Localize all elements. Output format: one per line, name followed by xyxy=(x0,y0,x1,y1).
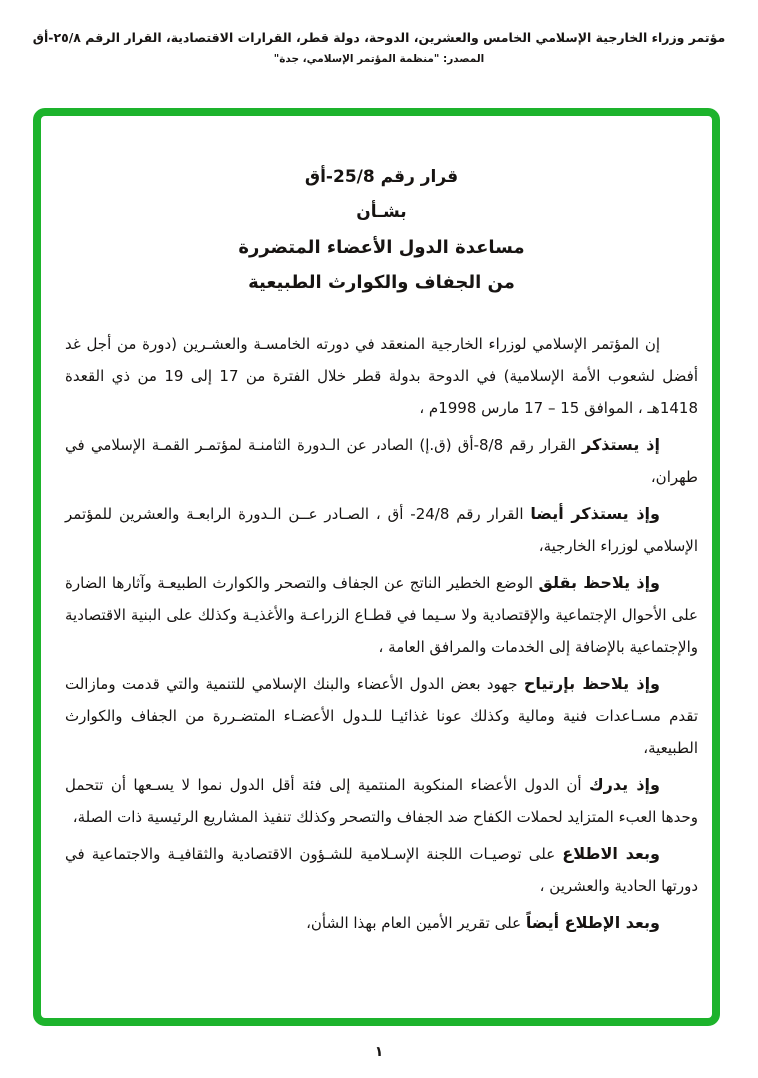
header-citation-line: مؤتمر وزراء الخارجية الإسلامي الخامس والعشرين، الدوحة، دولة قطر، القرارات الاقتصادية، القرار الرقم ٢٥/٨-أق xyxy=(32,30,726,45)
paragraph-lead: إذ يستذكر xyxy=(582,435,660,454)
paragraph-having-considered xyxy=(65,838,698,902)
paragraph-text: الوضع الخطير الناتج عن الجفاف والتصحر والكوارث الطبيعـة وآثارها الضارة على الأحوال الإجتماعية والإقتصادية ولا سـيما في قطـاع الزراعـة والأغذيـة وكذلك على البنية الاقتصادية والإجتماعية بالإضافة إلى الخدمات والمرافق العامة ، xyxy=(65,574,698,656)
paragraph-having-considered-also xyxy=(65,907,698,939)
resolution-regarding-line: بشـأن xyxy=(356,202,407,222)
page-number: ١ xyxy=(374,1044,384,1060)
paragraph-lead: وإذ يلاحظ بإرتياح xyxy=(523,674,660,693)
header-source-line: المصدر: "منظمة المؤتمر الإسلامي، جدة" xyxy=(273,53,485,65)
paragraph-lead: وإذ يستذكر أيضا xyxy=(530,504,660,523)
paragraph-preamble xyxy=(65,328,698,424)
resolution-title-block xyxy=(65,160,698,300)
paragraph-text: القرار رقم 24/8- أق ، الصـادر عــن الـدورة الرابعـة والعشرين للمؤتمر الإسلامي لوزراء الخارجية، xyxy=(65,505,698,555)
document-header xyxy=(0,30,758,65)
paragraph-text: على توصيـات اللجنة الإسـلامية للشـؤون الاقتصادية والثقافيـة والاجتماعية في دورتها الحادية والعشرين ، xyxy=(65,845,698,895)
paragraph-text: على تقرير الأمين العام بهذا الشأن، xyxy=(306,914,526,932)
paragraph-lead: وبعد الاطلاع xyxy=(562,844,661,863)
paragraph-noting-with-concern xyxy=(65,567,698,663)
resolution-body xyxy=(65,328,698,939)
paragraph-lead: وإذ يلاحظ بقلق xyxy=(538,573,660,592)
paragraph-realizing xyxy=(65,769,698,833)
resolution-subject-line-2: من الجفاف والكوارث الطبيعية xyxy=(248,272,515,293)
paragraph-lead: وإذ يدرك xyxy=(589,775,660,794)
paragraph-recalling-also xyxy=(65,498,698,562)
resolution-subject-line-1: مساعدة الدول الأعضاء المتضررة xyxy=(238,237,525,258)
paragraph-lead: وبعد الإطلاع أيضاً xyxy=(525,913,660,932)
paragraph-recalling xyxy=(65,429,698,493)
paragraph-text: أن الدول الأعضاء المنكوبة المنتمية إلى فئة أقل الدول نموا لا يسـعها أن تتحمل وحدها العبء المتزايد لحملات الكفاح ضد الجفاف والتصحر وكذلك تنفيذ المشاريع الرئيسية ذات الصلة، xyxy=(65,776,698,826)
paragraph-text: جهود بعض الدول الأعضاء والبنك الإسلامي للتنمية والتي قدمت ومازالت تقدم مسـاعدات فنية ومالية وكذلك عونا غذائيـا للـدول الأعضـاء المتضـررة من الجفاف والكوارث الطبيعية، xyxy=(65,675,698,757)
resolution-number-line: قرار رقم 25/8-أق xyxy=(304,167,459,187)
green-border-frame xyxy=(33,108,720,1026)
paragraph-noting-with-satisfaction xyxy=(65,668,698,764)
paragraph-text: القرار رقم 8/8-أق (ق.إ) الصادر عن الـدورة الثامنـة لمؤتمـر القمـة الإسلامي في طهران، xyxy=(65,436,698,486)
paragraph-text: إن المؤتمر الإسلامي لوزراء الخارجية المنعقد في دورته الخامسـة والعشـرين (دورة من أجل غد أفضل لشعوب الأمة الإسلامية) في الدوحة بدولة قطر خلال الفترة من 17 إلى 19 من ذي القعدة 1418هـ ، الموافق 15 – 17 مارس 1998م ، xyxy=(65,335,698,417)
